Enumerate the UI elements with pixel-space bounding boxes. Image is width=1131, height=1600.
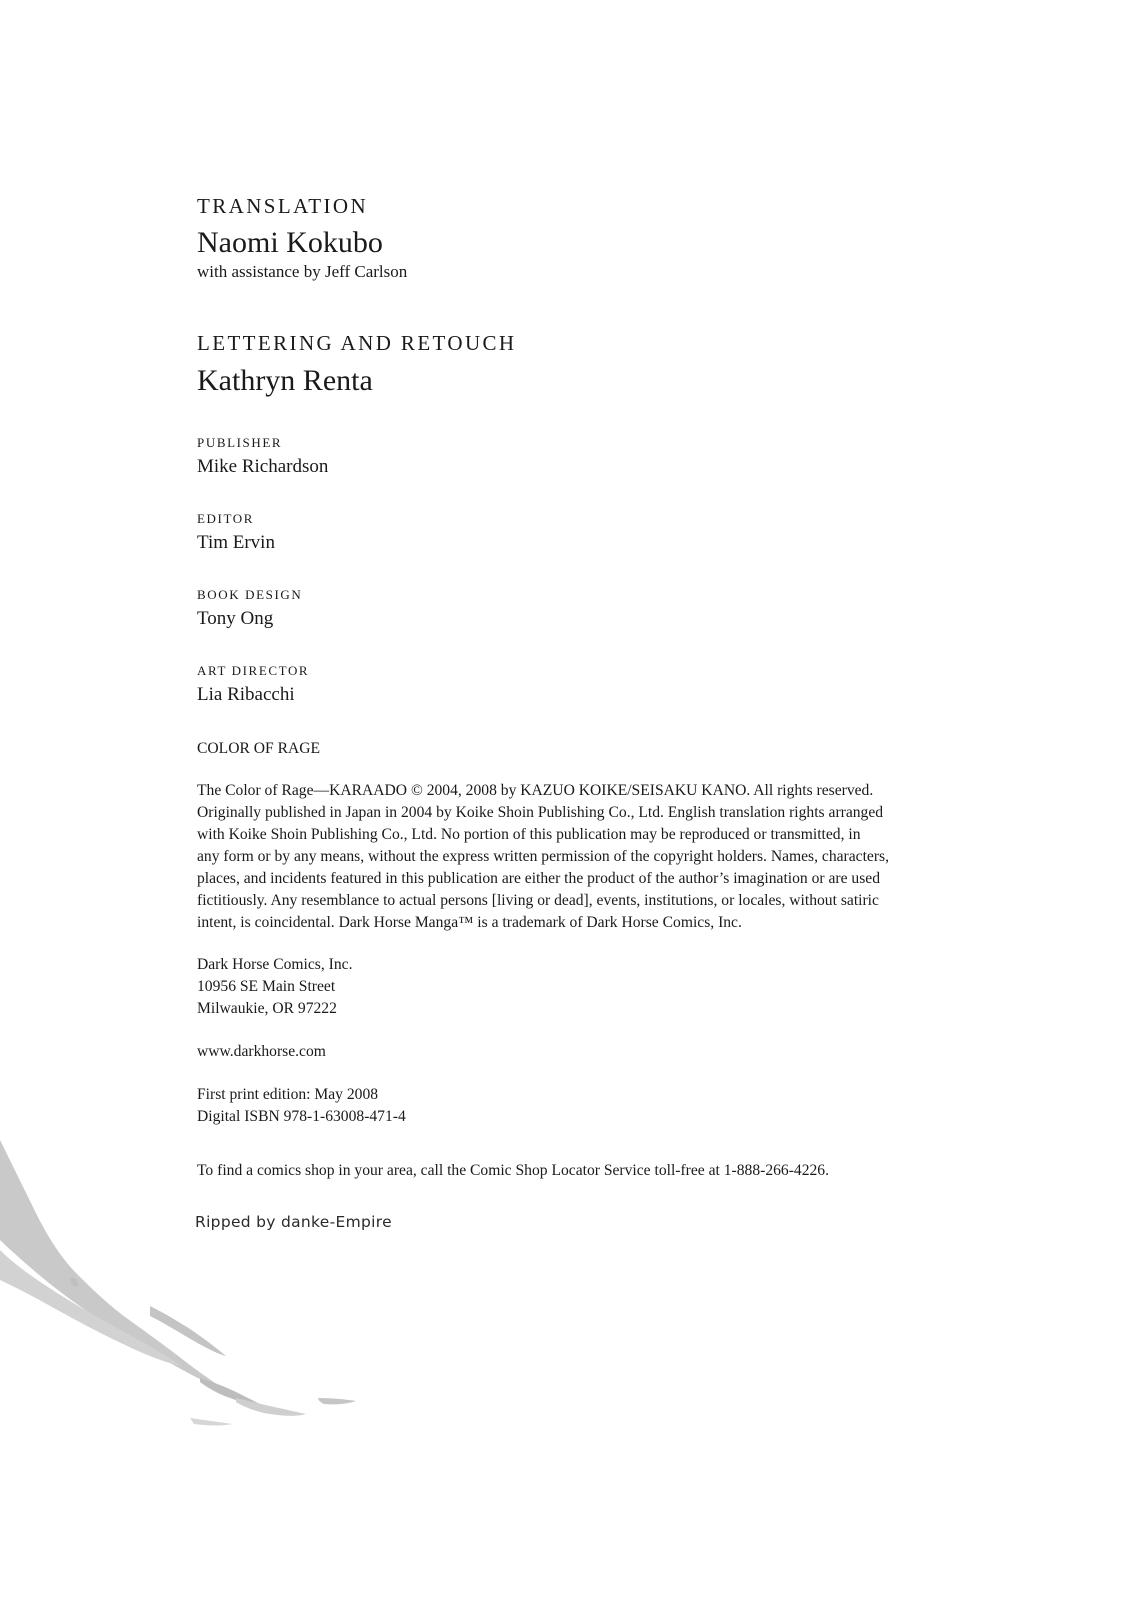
publisher-name: Mike Richardson bbox=[197, 456, 329, 477]
copyright-line: fictitiously. Any resemblance to actual persons [living or dead], events, institutions, or locales, without satiric bbox=[197, 892, 879, 909]
address-city: Milwaukie, OR 97222 bbox=[197, 1000, 337, 1017]
translation-assistance: with assistance by Jeff Carlson bbox=[197, 262, 408, 281]
digital-isbn: Digital ISBN 978-1-63008-471-4 bbox=[197, 1108, 406, 1125]
book-design-label: BOOK DESIGN bbox=[197, 587, 303, 602]
copyright-line: The Color of Rage—KARAADO © 2004, 2008 by KAZUO KOIKE/SEISAKU KANO. All rights reserved. bbox=[197, 782, 874, 799]
art-director-label: ART DIRECTOR bbox=[197, 663, 310, 678]
shop-locator-note: To find a comics shop in your area, call the Comic Shop Locator Service toll-free at 1-888-266-4226. bbox=[197, 1162, 830, 1179]
letterer-name: Kathryn Renta bbox=[197, 364, 373, 397]
lettering-label: LETTERING AND RETOUCH bbox=[197, 331, 517, 355]
art-director-name: Lia Ribacchi bbox=[197, 684, 295, 705]
book-title: COLOR OF RAGE bbox=[197, 740, 321, 757]
book-designer-name: Tony Ong bbox=[197, 608, 274, 629]
edition-info bbox=[197, 1084, 406, 1128]
editor-name: Tim Ervin bbox=[197, 532, 275, 553]
publisher-label: PUBLISHER bbox=[197, 435, 283, 450]
address-street: 10956 SE Main Street bbox=[197, 978, 336, 995]
copyright-line: places, and incidents featured in this publication are either the product of the author’s imagination or are used bbox=[197, 870, 881, 887]
address-company: Dark Horse Comics, Inc. bbox=[197, 956, 353, 973]
translation-label: TRANSLATION bbox=[197, 194, 369, 218]
copyright-line: with Koike Shoin Publishing Co., Ltd. No portion of this publication may be reproduced or transmitted, in bbox=[197, 826, 861, 843]
copyright-notice bbox=[197, 780, 889, 934]
first-print-edition: First print edition: May 2008 bbox=[197, 1086, 379, 1103]
ripped-by-note: Ripped by danke-Empire bbox=[195, 1213, 392, 1231]
translator-name: Naomi Kokubo bbox=[197, 226, 383, 259]
copyright-line: any form or by any means, without the express written permission of the copyright holders. Names, characters, bbox=[197, 848, 890, 865]
editor-label: EDITOR bbox=[197, 511, 255, 526]
copyright-line: intent, is coincidental. Dark Horse Manga™ is a trademark of Dark Horse Comics, Inc. bbox=[197, 914, 742, 931]
copyright-line: Originally published in Japan in 2004 by Koike Shoin Publishing Co., Ltd. English translation rights arranged bbox=[197, 804, 884, 821]
publisher-address bbox=[197, 954, 352, 1020]
website-link[interactable]: www.darkhorse.com bbox=[197, 1043, 326, 1060]
